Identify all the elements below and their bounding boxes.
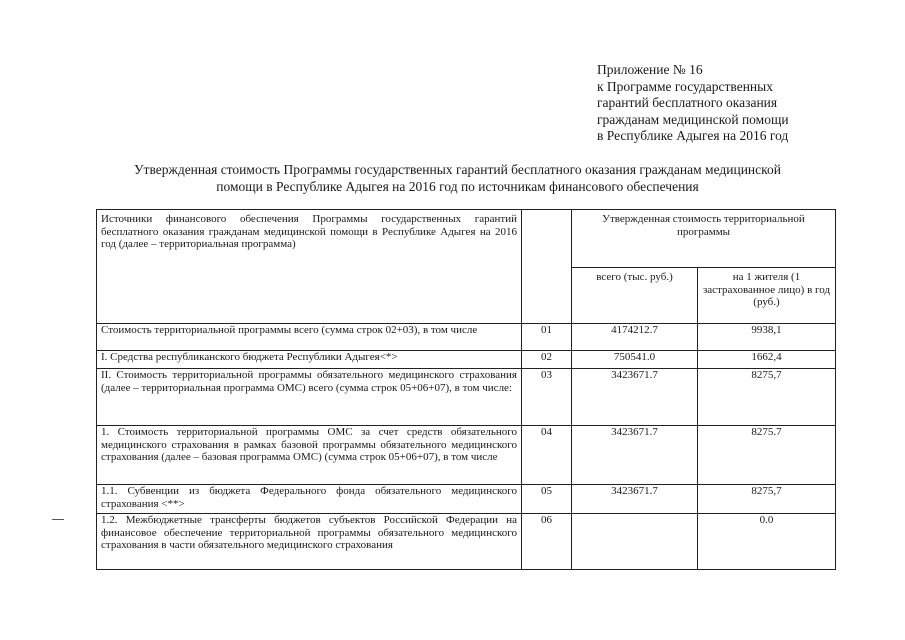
row-total [572,514,698,570]
appendix-line: Приложение № 16 [597,62,703,77]
header-approved-cost: Утвержденная стоимость территориальной программы [572,210,836,268]
row-source: II. Стоимость территориальной программы обязательного медицинского страхования (далее – территориальная программа ОМС) всего (сумма строк 05+06+07), в том числе: [97,369,522,426]
row-per-resident: 8275,7 [698,485,836,514]
row-source: Стоимость территориальной программы всего (сумма строк 02+03), в том числе [97,324,522,351]
table-row [97,324,836,351]
row-code: 01 [522,324,572,351]
header-total: всего (тыс. руб.) [572,268,698,324]
table-row [97,514,836,570]
row-code: 06 [522,514,572,570]
row-per-resident: 0.0 [698,514,836,570]
document-title-line: помощи в Республике Адыгея на 2016 год по источникам финансового обеспечения [216,179,699,194]
table-row [97,369,836,426]
appendix-line: гарантий бесплатного оказания [597,95,778,111]
document-title-line: Утвержденная стоимость Программы государственных гарантий бесплатного оказания гражданам медицинской [134,162,781,177]
row-code: 02 [522,351,572,369]
row-code: 04 [522,426,572,485]
row-total: 4174212.7 [572,324,698,351]
row-per-resident: 8275.7 [698,426,836,485]
document-title [95,161,820,195]
header-per-resident: на 1 жителя (1 застрахованное лицо) в год (руб.) [698,268,836,324]
table-row [97,351,836,369]
row-code: 05 [522,485,572,514]
row-per-resident: 1662,4 [698,351,836,369]
table-header-row [97,210,836,268]
table-row [97,426,836,485]
row-total: 3423671.7 [572,485,698,514]
row-code: 03 [522,369,572,426]
scan-mark [52,519,64,520]
appendix-line: к Программе государственных [597,78,773,94]
row-total: 3423671.7 [572,426,698,485]
header-sources: Источники финансового обеспечения Программы государственных гарантий бесплатного оказания гражданам медицинской помощи в Республике Адыгея на 2016 год (далее – территориальная программа) [97,210,522,324]
appendix-line: гражданам медицинской помощи [597,111,789,127]
appendix-header [597,62,789,145]
cost-table [96,209,836,570]
row-source: 1. Стоимость территориальной программы ОМС за счет средств обязательного медицинского страхования в рамках базовой программы обязательного медицинского страхования (далее – базовая программа ОМС) (сумма строк 05+06+07), в том числе [97,426,522,485]
header-code [522,210,572,324]
row-per-resident: 8275,7 [698,369,836,426]
row-total: 3423671.7 [572,369,698,426]
row-source: I. Средства республиканского бюджета Республики Адыгея<*> [97,351,522,369]
table-row [97,485,836,514]
appendix-line: в Республике Адыгея на 2016 год [597,128,789,144]
row-per-resident: 9938,1 [698,324,836,351]
row-source: 1.1. Субвенции из бюджета Федерального фонда обязательного медицинского страхования <**> [97,485,522,514]
row-source: 1.2. Межбюджетные трансферты бюджетов субъектов Российской Федерации на финансовое обеспечение территориальной программы обязательного медицинского страхования в части обязательного медицинского страхования [97,514,522,570]
row-total: 750541.0 [572,351,698,369]
